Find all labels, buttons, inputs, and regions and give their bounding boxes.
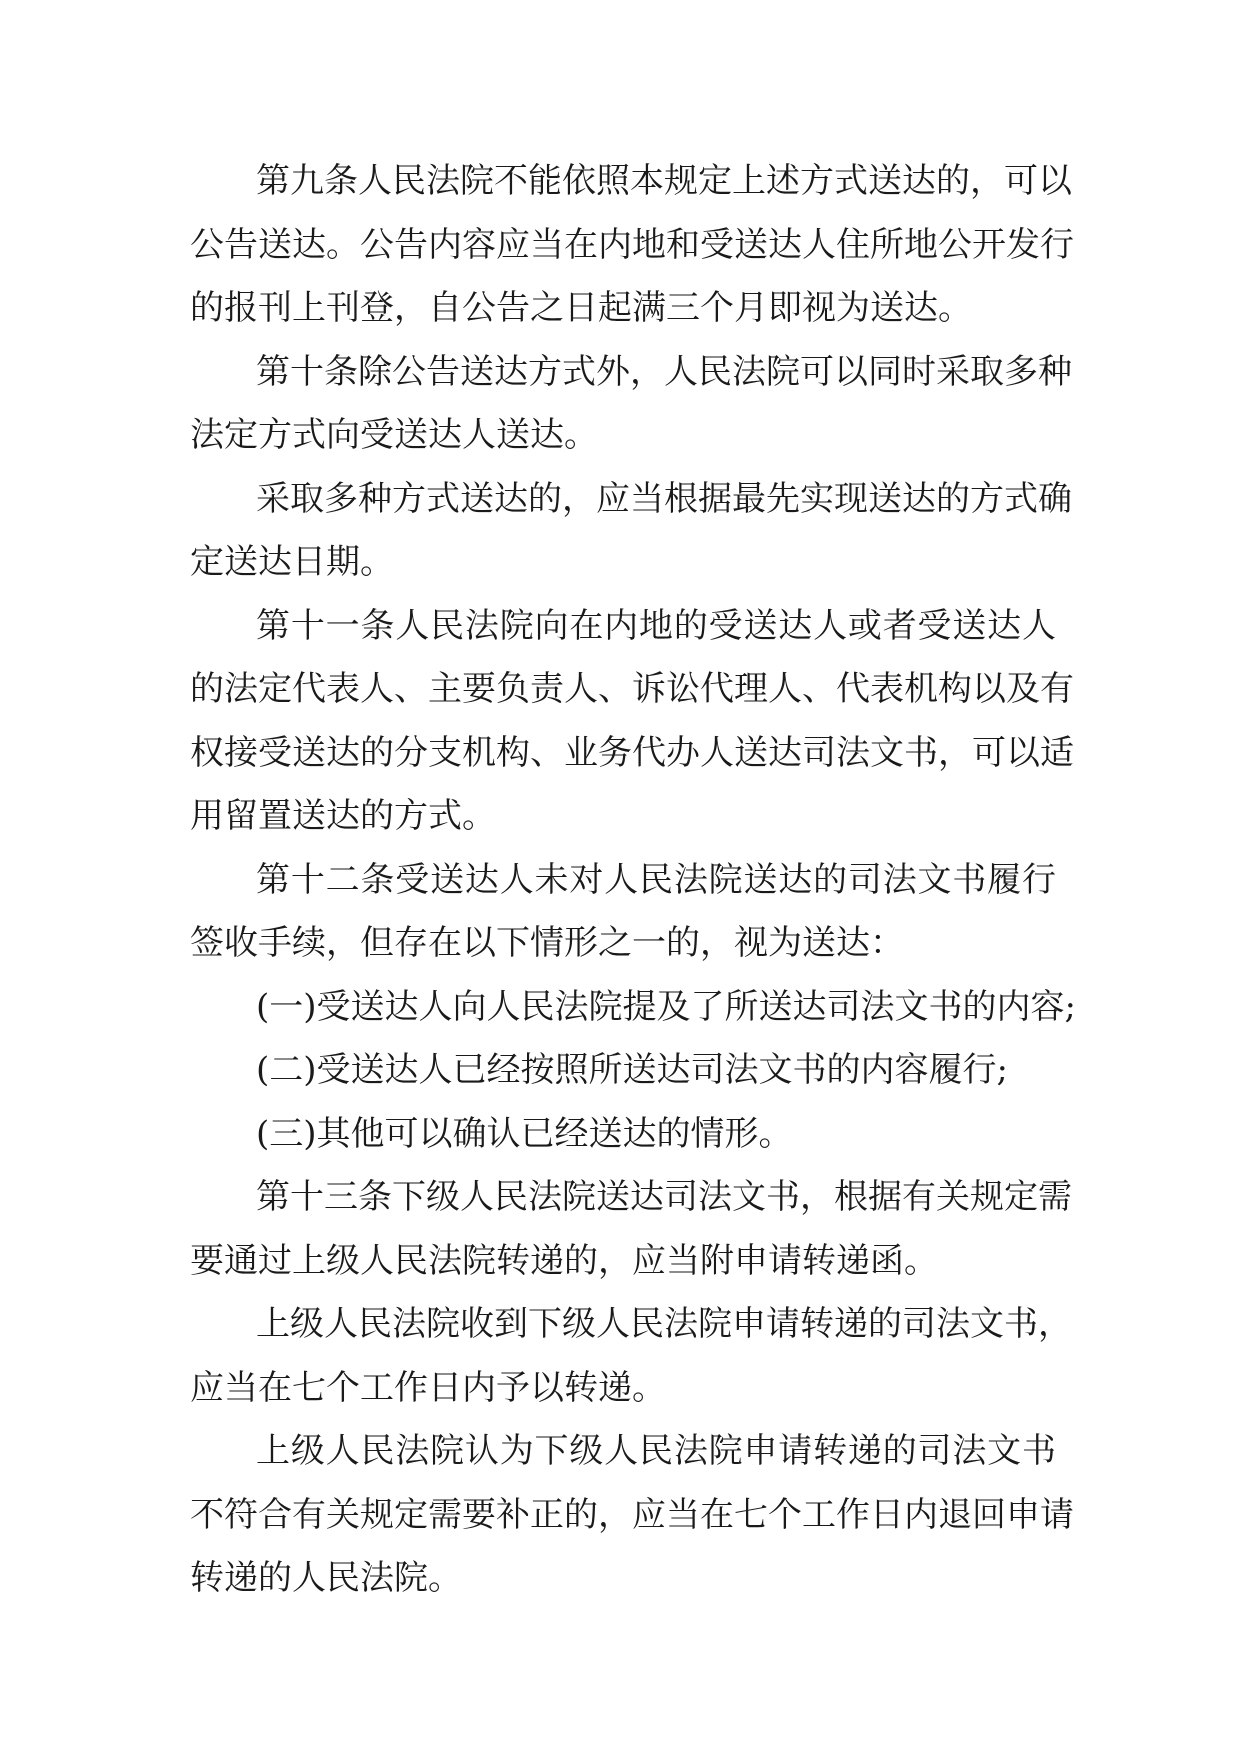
document-line: 上级人民法院收到下级人民法院申请转递的司法文书， bbox=[256, 1304, 1072, 1344]
document-line: 的法定代表人、主要负责人、诉讼代理人、代表机构以及有 bbox=[190, 669, 1074, 709]
document-line: (三)其他可以确认已经送达的情形。 bbox=[256, 1113, 793, 1154]
document-body bbox=[190, 150, 1076, 1611]
document-line: 要通过上级人民法院转递的，应当附申请转递函。 bbox=[190, 1240, 938, 1281]
document-line: 不符合有关规定需要补正的，应当在七个工作日内退回申请 bbox=[190, 1494, 1074, 1535]
document-line: 第十二条受送达人未对人民法院送达的司法文书履行 bbox=[256, 859, 1056, 900]
document-line: 第十一条人民法院向在内地的受送达人或者受送达人 bbox=[256, 605, 1056, 646]
document-line: 定送达日期。 bbox=[190, 542, 394, 582]
document-line: 第九条人民法院不能依照本规定上述方式送达的，可以 bbox=[256, 161, 1072, 201]
document-line: 权接受送达的分支机构、业务代办人送达司法文书，可以适 bbox=[190, 732, 1074, 773]
document-line: 应当在七个工作日内予以转递。 bbox=[190, 1367, 666, 1408]
document-line: 签收手续，但存在以下情形之一的，视为送达： bbox=[190, 923, 904, 963]
document-line: 用留置送达的方式。 bbox=[190, 796, 496, 836]
document-line: 转递的人民法院。 bbox=[190, 1558, 462, 1598]
document-line: 第十三条下级人民法院送达司法文书，根据有关规定需 bbox=[256, 1177, 1072, 1217]
document-line: 采取多种方式送达的，应当根据最先实现送达的方式确 bbox=[256, 478, 1072, 519]
document-line: 法定方式向受送达人送达。 bbox=[190, 415, 598, 455]
document-line: 第十条除公告送达方式外，人民法院可以同时采取多种 bbox=[256, 351, 1072, 392]
document-line: (一)受送达人向人民法院提及了所送达司法文书的内容; bbox=[256, 986, 1076, 1027]
document-line: 公告送达。公告内容应当在内地和受送达人住所地公开发行 bbox=[190, 224, 1074, 265]
document-line: 的报刊上刊登，自公告之日起满三个月即视为送达。 bbox=[190, 288, 972, 328]
document-line: 上级人民法院认为下级人民法院申请转递的司法文书 bbox=[256, 1431, 1056, 1471]
document-line: (二)受送达人已经按照所送达司法文书的内容履行; bbox=[256, 1050, 1008, 1090]
